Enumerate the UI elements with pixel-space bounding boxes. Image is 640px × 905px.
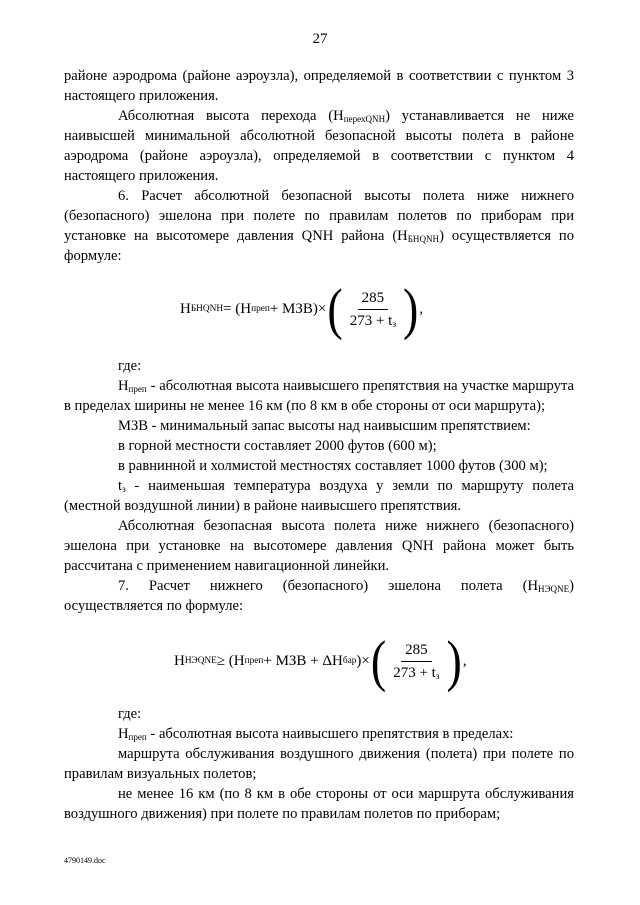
fraction: $\frac{285}{273 + t_з}$ <box>393 641 440 682</box>
subscript: БНQNH <box>407 234 440 244</box>
definition-mzv: МЗВ - минимальный запас высоты над наивысшим препятствием: <box>118 418 531 434</box>
definition-plain: в равнинной и холмистой местностях составляет 1000 футов (300 м); <box>118 458 548 474</box>
subscript: перехQNH <box>343 114 386 124</box>
left-paren: ( <box>327 276 343 341</box>
right-paren: ) <box>446 628 462 693</box>
paragraph-transition-altitude: Абсолютная высота перехода $(H_{перехQNH})$ устанавливается не ниже наивысшей минимальной абсолютной безопасной высоты полета в районе аэродрома (районе аэроузла), определяемой в соответствии с пунктом 4 настоящего приложения. <box>64 108 574 184</box>
definition-ifr: не менее 16 км (по 8 км в обе стороны от оси маршрута обслуживания воздушного движения) при полете по правилам полетов по приборам; <box>64 786 574 822</box>
fraction: $\frac{285}{273 + t_з}$ <box>349 289 397 330</box>
paragraph-continuation: районе аэродрома (районе аэроузла), определяемой в соответствии с пунктом 3 настоящего приложения. <box>64 68 574 104</box>
definition-h-prep-2: $H_{преп}$ - абсолютная высота наивысшего препятствия в пределах: <box>118 726 514 742</box>
definition-h-prep: $H_{преп}$ - абсолютная высота наивысшего препятствия на участке маршрута в пределах ширины не менее 16 км (по 8 км в обе стороны от оси маршрута); <box>64 378 574 414</box>
page-number: 27 <box>312 31 328 47</box>
definition-mountain: в горной местности составляет 2000 футов (600 м); <box>118 438 437 454</box>
paragraph-nav-ruler: Абсолютная безопасная высота полета ниже нижнего (безопасного) эшелона при установке на высотомере давления QNH района может быть рассчитана с применением навигационной линейки. <box>64 518 574 574</box>
paragraph-item-7: 7. Расчет нижнего (безопасного) эшелона полета $(H_{НЭQNE})$ осуществляется по формуле: <box>64 578 574 614</box>
formula-lower-level: H НЭQNE ≥ (H преп + МЗВ + ΔH бар )× ( $\frac{285}{273 + t_з}$ ) , <box>174 628 467 693</box>
definition-vfr: маршрута обслуживания воздушного движения (полета) при полете по правилам визуальных полетов; <box>64 746 574 782</box>
paragraph-item-6: 6. Расчет абсолютной безопасной высоты полета ниже нижнего (безопасного) эшелона при полете по правилам полетов по приборам при установке на высотомере давления QNH района $(H_{БНQNH})$ осуществляется по формуле: <box>64 188 574 264</box>
document-body <box>64 66 574 824</box>
definition-temperature: $t_з$ - наименьшая температура воздуха у земли по маршруту полета (местной воздушной линии) в районе наивысшего препятствия. <box>64 478 574 514</box>
file-footer: 4790149.doc <box>64 856 106 865</box>
right-paren: ) <box>403 276 419 341</box>
formula-safe-altitude: H БНQNH = (H преп + МЗВ)× ( $\frac{285}{273 + t_з}$ ) , <box>180 276 424 341</box>
left-paren: ( <box>370 628 387 693</box>
where-label: где: <box>118 706 142 722</box>
where-label: где: <box>118 358 142 374</box>
